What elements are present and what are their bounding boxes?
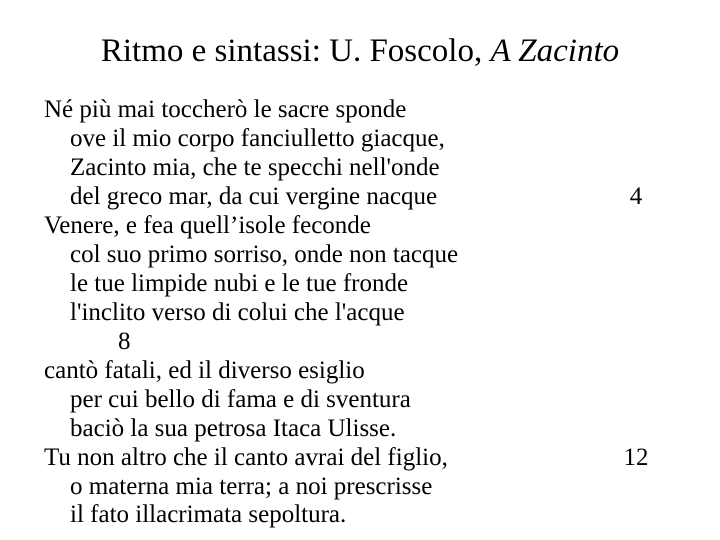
slide-title xyxy=(0,28,720,74)
verse-line: il fato illacrimata sepoltura. xyxy=(70,501,347,528)
verse-line: o materna mia terra; a noi prescrisse xyxy=(70,473,433,500)
verse-line: l'inclito verso di colui che l'acque xyxy=(70,299,405,326)
verse-line: Venere, e fea quell’isole feconde xyxy=(44,212,371,239)
verse-line: le tue limpide nubi e le tue fronde xyxy=(70,270,409,297)
verse-line: cantò fatali, ed il diverso esiglio xyxy=(44,357,365,384)
poem-text xyxy=(44,95,704,528)
verse-line: del greco mar, da cui vergine nacque 4 xyxy=(44,182,704,211)
verse-line: Zacinto mia, che te specchi nell'onde xyxy=(70,154,440,181)
verse-line: Né più mai toccherò le sacre sponde xyxy=(44,96,407,123)
title-prefix: Ritmo e sintassi: U. Foscolo, xyxy=(100,33,491,69)
verse-line: col suo primo sorriso, onde non tacque xyxy=(70,241,459,268)
verse-line: Tu non altro che il canto avrai del figlio, 12 xyxy=(44,443,704,472)
verse-line: per cui bello di fama e di sventura xyxy=(70,386,411,413)
line-number: 4 xyxy=(629,183,643,210)
verse-line: 8 xyxy=(118,328,131,355)
verse-line: baciò la sua petrosa Itaca Ulisse. xyxy=(70,415,397,442)
verse-line: ove il mio corpo fanciulletto giacque, xyxy=(70,125,445,152)
line-number: 12 xyxy=(623,444,649,471)
title-work: A Zacinto xyxy=(490,33,620,69)
